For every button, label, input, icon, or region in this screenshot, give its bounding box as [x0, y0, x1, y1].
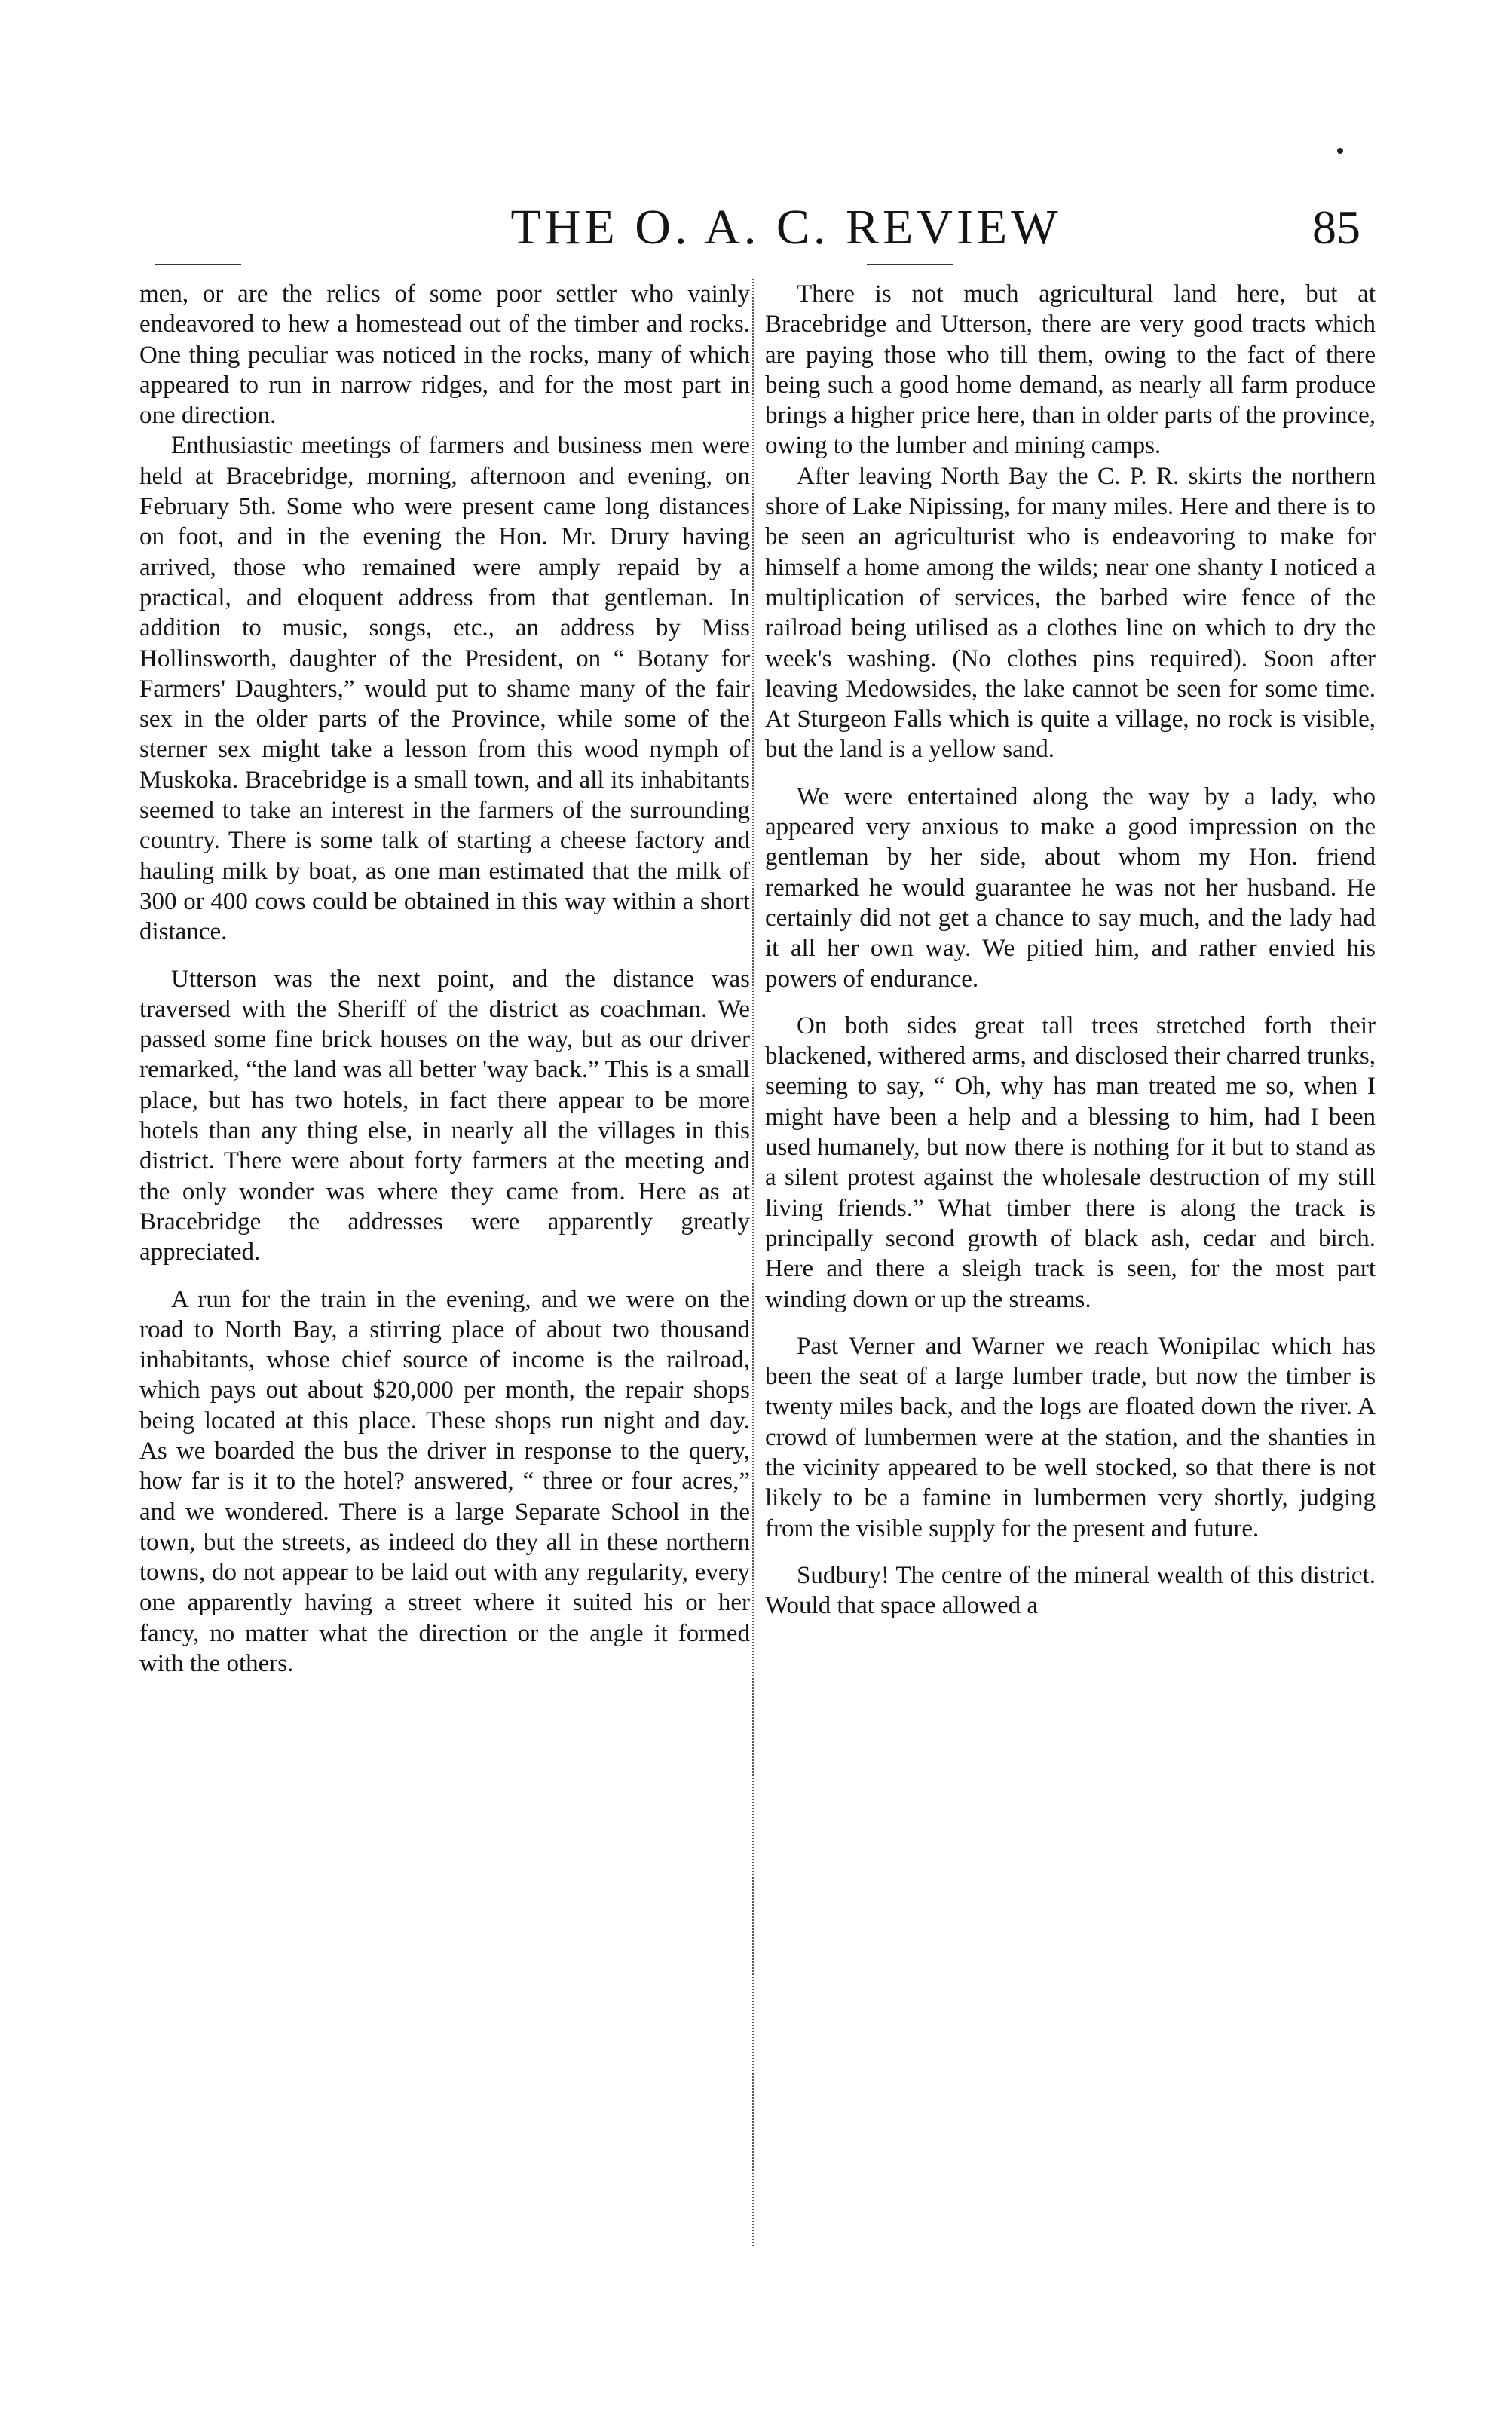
- paragraph: After leaving North Bay the C. P. R. skirts the northern shore of Lake Nipissing, for many miles. Here and there is to be seen an agriculturist who is endeavoring to make for himself a home among the wilds; near one shanty I noticed a multiplication of services, the barbed wire fence of the railroad being utilised as a clothes line on which to dry the week's washing. (No clothes pins required). Soon after leaving Medowsides, the lake cannot be seen for some time. At Sturgeon Falls which is quite a village, no rock is visible, but the land is a yellow sand.: [765, 462, 1376, 764]
- paragraph: We were entertained along the way by a lady, who appeared very anxious to make a good impression on the gentleman by her side, about whom my Hon. friend remarked he would guarantee he was not her husband. He certainly did not get a chance to say much, and the lady had it all her own way. We pitied him, and rather envied his powers of endurance.: [765, 782, 1376, 993]
- right-column: [765, 279, 1376, 1621]
- page-number: 85: [1312, 201, 1360, 254]
- header-rule-right: [867, 264, 953, 265]
- page-header: [155, 198, 1368, 258]
- journal-title: THE O. A. C. REVIEW: [510, 200, 1062, 255]
- paragraph: There is not much agricultural land here, but at Bracebridge and Utterson, there are very good tracts which are paying those who till them, owing to the fact of there being such a good home demand, as nearly all farm produce brings a higher price here, than in older parts of the province, owing to the lumber and mining camps.: [765, 280, 1376, 460]
- left-column: [139, 279, 750, 1679]
- paragraph: Past Verner and Warner we reach Wonipilac which has been the seat of a large lumber trade, but now the timber is twenty miles back, and the logs are floated down the river. A crowd of lumbermen were at the station, and the shanties in the vicinity appeared to be well stocked, so that there is not likely to be a famine in lumbermen very shortly, judging from the visible supply for the present and future.: [765, 1332, 1376, 1542]
- paragraph: Sudbury! The centre of the mineral wealth of this district. Would that space allowed a: [765, 1561, 1376, 1620]
- column-divider: [752, 279, 754, 2246]
- ink-dot: [1337, 148, 1343, 154]
- header-rule-left: [155, 264, 241, 265]
- paragraph: On both sides great tall trees stretched forth their blackened, withered arms, and disclosed their charred trunks, seeming to say, “ Oh, why has man treated me so, when I might have been a help and a blessing to him, had I been used humanely, but now there is nothing for it but to stand as a silent protest against the wholesale destruction of my still living friends.” What timber there is along the track is principally second growth of black ash, cedar and birch. Here and there a sleigh track is seen, for the most part winding down or up the streams.: [765, 1012, 1376, 1313]
- paragraph: Utterson was the next point, and the distance was traversed with the Sheriff of the district as coachman. We passed some fine brick houses on the way, but as our driver remarked, “the land was all better 'way back.” This is a small place, but has two hotels, in fact there appear to be more hotels than any thing else, in nearly all the villages in this district. There were about forty farmers at the meeting and the only wonder was where they came from. Here as at Bracebridge the addresses were apparently greatly appreciated.: [139, 965, 750, 1266]
- paragraph: Enthusiastic meetings of farmers and business men were held at Bracebridge, morning, afternoon and evening, on February 5th. Some who were present came long distances on foot, and in the evening the Hon. Mr. Drury having arrived, those who remained were amply repaid by a practical, and eloquent address from that gentleman. In addition to music, songs, etc., an address by Miss Hollinsworth, daughter of the President, on “ Botany for Farmers' Daughters,” would put to shame many of the fair sex in the older parts of the Province, while some of the sterner sex might take a lesson from this wood nymph of Muskoka. Bracebridge is a small town, and all its inhabitants seemed to take an interest in the farmers of the surrounding country. There is some talk of starting a cheese factory and hauling milk by boat, as one man estimated that the milk of 300 or 400 cows could be obtained in this way within a short distance.: [139, 432, 750, 946]
- paragraph: men, or are the relics of some poor settler who vainly endeavored to hew a homestead out of the timber and rocks. One thing peculiar was noticed in the rocks, many of which appeared to run in narrow ridges, and for the most part in one direction.: [139, 280, 750, 430]
- paragraph: A run for the train in the evening, and we were on the road to North Bay, a stirring place of about two thousand inhabitants, whose chief source of income is the railroad, which pays out about $20,000 per month, the repair shops being located at this place. These shops run night and day. As we boarded the bus the driver in response to the query, how far is it to the hotel? answered, “ three or four acres,” and we wondered. There is a large Separate School in the town, but the streets, as indeed do they all in these northern towns, do not appear to be laid out with any regularity, every one apparently having a street where it suited his or her fancy, no matter what the direction or the angle it formed with the others.: [139, 1285, 750, 1678]
